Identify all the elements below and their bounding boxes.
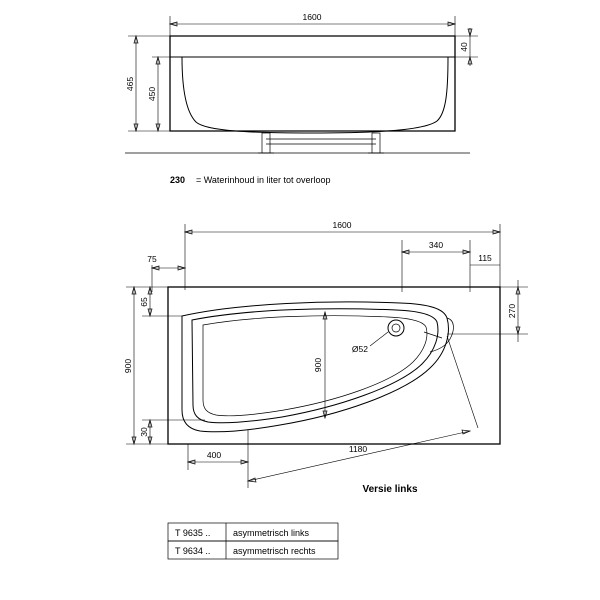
dim-inner-900: 900 — [313, 357, 323, 373]
note-text: = Waterinhoud in liter tot overloop — [196, 175, 331, 185]
table-row-desc-0: asymmetrisch links — [233, 528, 310, 538]
dim-1180: 1180 — [348, 444, 368, 454]
dim-340: 340 — [428, 240, 444, 250]
table-row-code-1: T 9634 .. — [175, 546, 211, 556]
dim-450: 450 — [147, 86, 157, 102]
dim-400: 400 — [206, 450, 222, 460]
dim-115: 115 — [478, 253, 492, 263]
note-value: 230 — [170, 175, 186, 185]
dim-top-1600: 1600 — [302, 12, 322, 22]
table-row-desc-1: asymmetrisch rechts — [233, 546, 316, 556]
dim-465: 465 — [125, 76, 135, 92]
plan-caption: Versie links — [362, 484, 418, 495]
dim-40: 40 — [459, 42, 469, 52]
table-row-code-0: T 9635 .. — [175, 528, 211, 538]
dim-drain-d52: Ø52 — [351, 344, 368, 354]
dim-270: 270 — [507, 303, 517, 319]
dim-30: 30 — [139, 427, 149, 437]
dim-plan-1600: 1600 — [332, 220, 352, 230]
dim-75: 75 — [147, 254, 157, 264]
dim-900: 900 — [123, 358, 133, 374]
dim-65: 65 — [139, 297, 149, 307]
